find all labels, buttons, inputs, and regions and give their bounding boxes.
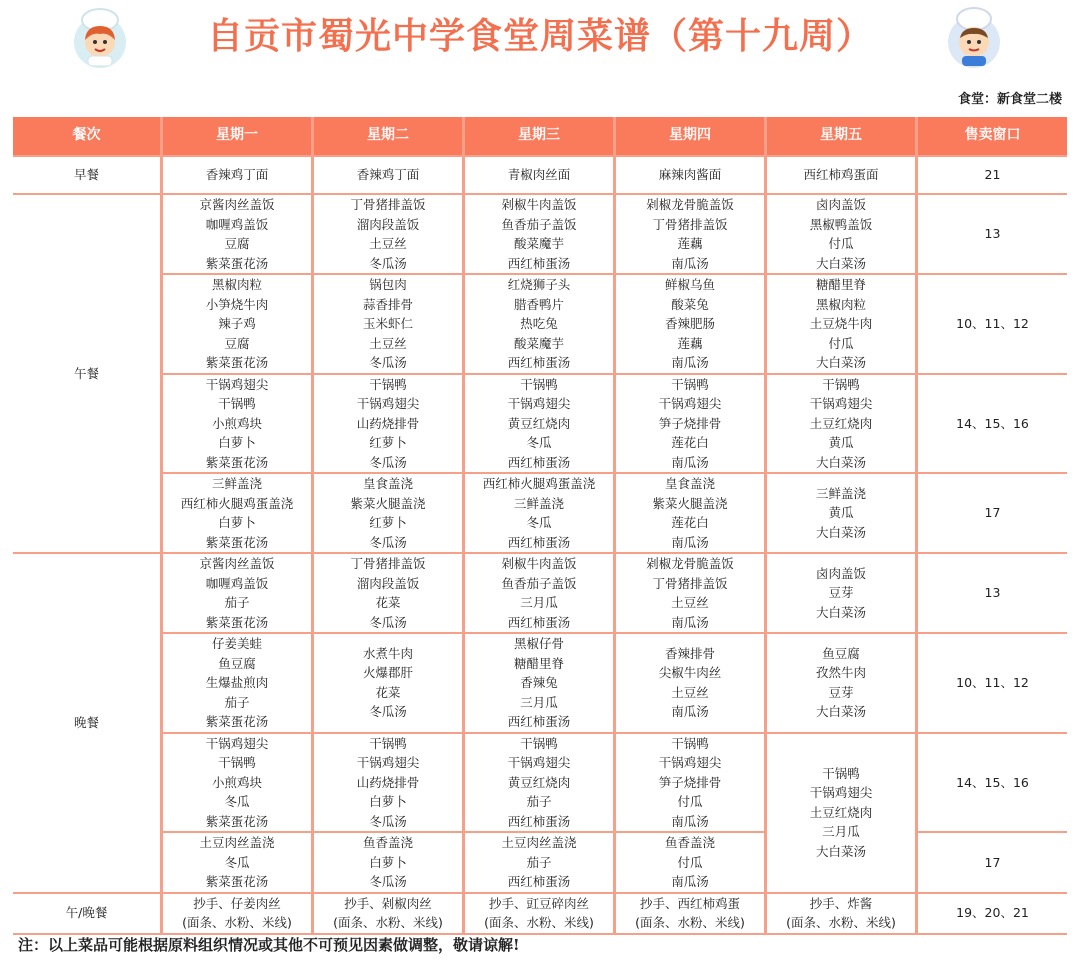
dinner-wednesday: [465, 634, 616, 734]
lunch-monday: [163, 375, 314, 475]
dinner-thursday: [616, 833, 767, 894]
dish-item: 南瓜汤: [671, 255, 709, 271]
lunch-thursday: [616, 474, 767, 554]
dish-item: 溜肉段盖饭: [356, 575, 420, 591]
dish-item: 黑椒仔骨: [513, 636, 564, 651]
dish-item: 酸菜魔芋: [513, 236, 564, 251]
window-number: 21: [918, 157, 1067, 195]
dish-item: 玉米虾仁: [362, 316, 413, 331]
lunch-friday: [767, 195, 918, 275]
dish-item: 鱼香茄子盖饭: [501, 216, 577, 232]
window-number: 19、20、21: [918, 894, 1067, 935]
dish-item: (面条、水粉、米线): [182, 915, 292, 930]
dish-item: 干锅鸭: [218, 755, 256, 770]
dinner-tuesday: [314, 734, 465, 834]
meal-label: 晚餐: [13, 554, 163, 894]
dish-item: 卤肉盖饭: [815, 565, 866, 581]
dish-item: 茄子: [224, 694, 250, 710]
dish-item: 干锅鸭: [822, 765, 860, 781]
dish-item: 三月瓜: [822, 824, 860, 840]
window-number: 17: [918, 474, 1067, 554]
dish-item: 豆芽: [828, 684, 854, 700]
dish-item: 丁骨猪排盖饭: [350, 197, 426, 212]
breakfast-tuesday: 香辣鸡丁面: [314, 157, 465, 195]
dish-item: 丁骨猪排盖饭: [652, 575, 728, 591]
dish-item: 莲藕: [677, 335, 703, 351]
dish-item: 酸菜魔芋: [513, 335, 564, 351]
window-number: 13: [918, 195, 1067, 275]
dish-item: 冬瓜汤: [369, 704, 407, 720]
dish-item: 剁椒牛肉盖饭: [501, 197, 577, 212]
dish-item: 冬瓜汤: [369, 614, 407, 630]
dish-item: 付瓜: [828, 236, 854, 251]
dish-item: 抄手、西红柿鸡蛋: [639, 895, 740, 911]
dish-item: 黑椒肉粒: [815, 296, 866, 312]
dish-item: 孜然牛肉: [815, 665, 866, 681]
dish-item: (面条、水粉、米线): [635, 915, 745, 930]
breakfast-wednesday: 青椒肉丝面: [465, 157, 616, 195]
dish-item: 付瓜: [677, 854, 703, 870]
dish-item: 南瓜汤: [671, 614, 709, 630]
dish-item: 付瓜: [677, 794, 703, 809]
dish-item: 皇食盖浇: [664, 476, 715, 491]
dish-item: 冬瓜汤: [369, 355, 407, 370]
dish-item: 大白菜汤: [815, 355, 866, 370]
dish-item: 干锅鸭: [520, 735, 558, 751]
dinner-tuesday: [314, 833, 465, 894]
dish-item: 红萝卜: [369, 515, 407, 530]
lunch-tuesday: [314, 474, 465, 554]
dish-item: (面条、水粉、米线): [484, 915, 594, 930]
dish-item: 冬瓜: [224, 854, 250, 870]
dish-item: 腊香鸭片: [513, 296, 564, 312]
dish-item: 豆芽: [828, 585, 854, 601]
dish-item: 干锅鸭: [369, 735, 407, 751]
dish-item: 小煎鸡块: [211, 774, 262, 790]
header-thursday: 星期四: [616, 117, 767, 157]
dish-item: 茄子: [224, 595, 250, 610]
dish-item: 土豆丝: [369, 335, 407, 351]
dish-item: 大白菜汤: [815, 704, 866, 720]
window-number: 10、11、12: [918, 275, 1067, 375]
dish-item: 香辣兔: [520, 675, 558, 690]
dish-item: 冬瓜: [526, 515, 552, 530]
header-wednesday: 星期三: [465, 117, 616, 157]
dish-item: 冬瓜汤: [369, 255, 407, 271]
footer-note: 注：以上菜品可能根据原料组织情况或其他不可预见因素做调整，敬请谅解!: [18, 936, 520, 954]
dish-item: 鱼香茄子盖饭: [501, 575, 577, 591]
dish-item: 干锅鸡翅尖: [205, 735, 269, 751]
dish-item: 蒜香排骨: [362, 296, 413, 312]
dish-item: 南瓜汤: [671, 813, 709, 829]
dish-item: 抄手、炸酱: [809, 895, 873, 911]
lunch-friday: [767, 474, 918, 554]
lunch-wednesday: [465, 474, 616, 554]
lunch-tuesday: [314, 195, 465, 275]
dish-item: 山药烧排骨: [356, 774, 420, 790]
dish-item: 冬瓜汤: [369, 874, 407, 889]
dish-item: 剁椒牛肉盖饭: [501, 556, 577, 571]
dish-item: 西红柿蛋汤: [507, 874, 571, 889]
dinner-row: [13, 734, 1067, 834]
lunch-monday: [163, 275, 314, 375]
window-number: 13: [918, 554, 1067, 634]
lunch-row: [13, 474, 1067, 554]
snack-row: [13, 894, 1067, 935]
dish-item: 溜肉段盖饭: [356, 216, 420, 232]
dish-item: 鱼香盖浇: [362, 835, 413, 850]
dish-item: 辣子鸡: [218, 316, 256, 331]
dinner-thursday: [616, 634, 767, 734]
header-tuesday: 星期二: [314, 117, 465, 157]
dish-item: 土豆烧牛肉: [809, 316, 873, 331]
dish-item: 大白菜汤: [815, 454, 866, 470]
dinner-friday: [767, 634, 918, 734]
dish-item: 紫菜蛋花汤: [205, 454, 269, 470]
dish-item: 鱼香盖浇: [664, 835, 715, 850]
dish-item: 西红柿火腿鸡蛋盖浇: [482, 476, 596, 491]
dinner-thursday: [616, 734, 767, 834]
dish-item: 南瓜汤: [671, 704, 709, 720]
dish-item: 白萝卜: [369, 854, 407, 870]
dish-item: 黄豆红烧肉: [507, 774, 571, 790]
lunch-friday: [767, 275, 918, 375]
dish-item: 鱼豆腐: [218, 655, 256, 671]
dish-item: 黑椒肉粒: [211, 277, 262, 292]
dish-item: 冬瓜汤: [369, 534, 407, 550]
dish-item: 抄手、剁椒肉丝: [344, 895, 432, 911]
dish-item: 干锅鸭: [369, 376, 407, 392]
dish-item: 干锅鸭: [671, 376, 709, 392]
meal-label: 早餐: [13, 157, 163, 195]
dish-item: 水煮牛肉: [362, 645, 413, 661]
dish-item: 三鲜盖浇: [211, 476, 262, 491]
dish-item: 干锅鸭: [822, 376, 860, 392]
dish-item: 仔姜美蛙: [211, 636, 262, 651]
dish-item: 紫菜火腿盖浇: [350, 495, 426, 511]
dish-item: 付瓜: [828, 335, 854, 351]
dish-item: 西红柿蛋汤: [507, 714, 571, 729]
dish-item: 三月瓜: [520, 595, 558, 610]
dish-item: 丁骨猪排盖饭: [652, 216, 728, 232]
dish-item: 咖喱鸡盖饭: [205, 216, 269, 232]
lunch-thursday: [616, 195, 767, 275]
dish-item: 西红柿蛋汤: [507, 614, 571, 630]
dish-item: 剁椒龙骨脆盖饭: [646, 197, 734, 212]
dish-item: 土豆红烧肉: [809, 415, 873, 431]
dish-item: 酸菜兔: [671, 296, 709, 312]
dish-item: 茄子: [526, 854, 552, 870]
dish-item: 小笋烧牛肉: [205, 296, 269, 312]
dish-item: 冬瓜: [526, 435, 552, 450]
dish-item: 西红柿蛋汤: [507, 813, 571, 829]
dish-item: 皇食盖浇: [362, 476, 413, 491]
dish-item: 南瓜汤: [671, 874, 709, 889]
dish-item: 小煎鸡块: [211, 415, 262, 431]
dish-item: 红烧狮子头: [507, 277, 571, 292]
dish-item: 干锅鸡翅尖: [809, 785, 873, 801]
page-title: 自贡市蜀光中学食堂周菜谱（第十九周）: [206, 16, 873, 57]
dish-item: 豆腐: [224, 335, 250, 351]
dish-item: 笋子烧排骨: [658, 415, 722, 431]
dish-item: 卤肉盖饭: [815, 197, 866, 212]
dish-item: 京酱肉丝盖饭: [199, 556, 275, 571]
dish-item: 白萝卜: [369, 794, 407, 809]
dinner-tuesday: [314, 554, 465, 634]
breakfast-friday: 西红柿鸡蛋面: [767, 157, 918, 195]
dish-item: 冬瓜: [224, 794, 250, 809]
lunch-wednesday: [465, 195, 616, 275]
dish-item: 鲜椒乌鱼: [664, 277, 715, 292]
dish-item: 莲花白: [671, 515, 709, 530]
dish-item: 黑椒鸭盖饭: [809, 216, 873, 232]
dish-item: 三鲜盖浇: [513, 495, 564, 511]
dish-item: 西红柿火腿鸡蛋盖浇: [180, 495, 294, 511]
dinner-thursday: [616, 554, 767, 634]
dish-item: 笋子烧排骨: [658, 774, 722, 790]
dinner-monday: [163, 833, 314, 894]
dish-item: 三鲜盖浇: [815, 485, 866, 501]
breakfast-thursday: 麻辣肉酱面: [616, 157, 767, 195]
header-window: 售卖窗口: [918, 117, 1067, 157]
dish-item: 咖喱鸡盖饭: [205, 575, 269, 591]
dinner-friday: [767, 734, 918, 894]
dish-item: 干锅鸡翅尖: [507, 396, 571, 411]
dish-item: 干锅鸡翅尖: [507, 755, 571, 770]
dish-item: 豆腐: [224, 236, 250, 251]
window-number: 14、15、16: [918, 375, 1067, 475]
canteen-location: 食堂：新食堂二楼: [957, 92, 1062, 107]
dish-item: 黄瓜: [828, 505, 854, 521]
dish-item: 黄豆红烧肉: [507, 415, 571, 431]
dish-item: 生爆盐煎肉: [205, 675, 269, 690]
dish-item: 山药烧排骨: [356, 415, 420, 431]
dish-item: 紫菜蛋花汤: [205, 255, 269, 271]
dish-item: 干锅鸡翅尖: [658, 396, 722, 411]
dish-item: 干锅鸭: [520, 376, 558, 392]
breakfast-monday: 香辣鸡丁面: [163, 157, 314, 195]
dish-item: 大白菜汤: [815, 524, 866, 540]
dish-item: 紫菜蛋花汤: [205, 874, 269, 889]
header-friday: 星期五: [767, 117, 918, 157]
dish-item: 紫菜蛋花汤: [205, 355, 269, 370]
dinner-row: [13, 554, 1067, 634]
dish-item: 南瓜汤: [671, 454, 709, 470]
dish-item: 鱼豆腐: [822, 645, 860, 661]
dish-item: 大白菜汤: [815, 843, 866, 859]
dish-item: 白萝卜: [218, 435, 256, 450]
dish-item: 冬瓜汤: [369, 454, 407, 470]
snack-friday: [767, 894, 918, 935]
lunch-wednesday: [465, 375, 616, 475]
lunch-row: [13, 375, 1067, 475]
lunch-thursday: [616, 375, 767, 475]
dish-item: 西红柿蛋汤: [507, 534, 571, 550]
page-header: [0, 0, 1080, 80]
dish-item: 西红柿蛋汤: [507, 355, 571, 370]
dinner-friday: [767, 554, 918, 634]
dish-item: 锅包肉: [369, 277, 407, 292]
dish-item: 糖醋里脊: [815, 277, 866, 292]
header-meal: 餐次: [13, 117, 163, 157]
dish-item: 冬瓜汤: [369, 813, 407, 829]
window-number: 14、15、16: [918, 734, 1067, 834]
dish-item: 土豆丝: [671, 684, 709, 700]
dinner-row: [13, 634, 1067, 734]
lunch-thursday: [616, 275, 767, 375]
dish-item: 尖椒牛肉丝: [658, 665, 722, 681]
dish-item: 三月瓜: [520, 694, 558, 710]
dinner-monday: [163, 554, 314, 634]
dish-item: 干锅鸡翅尖: [356, 396, 420, 411]
window-number: 17: [918, 833, 1067, 894]
dish-item: 花菜: [375, 595, 401, 610]
header-row: [13, 117, 1067, 157]
breakfast-row: [13, 157, 1067, 195]
dish-item: 糖醋里脊: [513, 655, 564, 671]
header-monday: 星期一: [163, 117, 314, 157]
dish-item: 火爆郡肝: [362, 665, 413, 681]
lunch-tuesday: [314, 275, 465, 375]
dish-item: 土豆红烧肉: [809, 804, 873, 820]
meal-label: 午餐: [13, 195, 163, 554]
dish-item: 紫菜火腿盖浇: [652, 495, 728, 511]
dish-item: 黄瓜: [828, 435, 854, 450]
dish-item: 丁骨猪排盖饭: [350, 556, 426, 571]
dish-item: 抄手、豇豆碎肉丝: [488, 895, 589, 911]
snack-tuesday: [314, 894, 465, 935]
dish-item: 大白菜汤: [815, 255, 866, 271]
dish-item: 莲花白: [671, 435, 709, 450]
dish-item: 干锅鸡翅尖: [658, 755, 722, 770]
dinner-monday: [163, 734, 314, 834]
lunch-monday: [163, 474, 314, 554]
snack-thursday: [616, 894, 767, 935]
dish-item: 干锅鸡翅尖: [205, 376, 269, 392]
dish-item: (面条、水粉、米线): [786, 915, 896, 930]
dish-item: 香辣肥肠: [664, 316, 715, 331]
dish-item: 紫菜蛋花汤: [205, 714, 269, 729]
dish-item: 茄子: [526, 794, 552, 809]
dish-item: 剁椒龙骨脆盖饭: [646, 556, 734, 571]
dinner-monday: [163, 634, 314, 734]
dish-item: 抄手、仔姜肉丝: [193, 895, 281, 911]
dish-item: 干锅鸭: [218, 396, 256, 411]
dish-item: 紫菜蛋花汤: [205, 813, 269, 829]
weekly-menu-table: [13, 117, 1067, 935]
lunch-monday: [163, 195, 314, 275]
dish-item: 红萝卜: [369, 435, 407, 450]
dish-item: 土豆丝: [369, 236, 407, 251]
dish-item: 花菜: [375, 684, 401, 700]
dinner-tuesday: [314, 634, 465, 734]
window-number: 10、11、12: [918, 634, 1067, 734]
lunch-friday: [767, 375, 918, 475]
dish-item: 热吃兔: [520, 316, 558, 331]
dish-item: 大白菜汤: [815, 604, 866, 620]
dish-item: 土豆丝: [671, 595, 709, 610]
dish-item: 西红柿蛋汤: [507, 454, 571, 470]
dish-item: 干锅鸡翅尖: [356, 755, 420, 770]
dish-item: 土豆肉丝盖浇: [501, 835, 577, 850]
lunch-row: [13, 275, 1067, 375]
dinner-wednesday: [465, 734, 616, 834]
snack-monday: [163, 894, 314, 935]
chef-boy-mascot-icon: [940, 4, 1008, 72]
dinner-wednesday: [465, 554, 616, 634]
meal-label: 午/晚餐: [13, 894, 163, 935]
dish-item: 香辣排骨: [664, 645, 715, 661]
lunch-tuesday: [314, 375, 465, 475]
dish-item: 干锅鸭: [671, 735, 709, 751]
dish-item: 南瓜汤: [671, 355, 709, 370]
dish-item: 西红柿蛋汤: [507, 255, 571, 271]
dinner-wednesday: [465, 833, 616, 894]
lunch-wednesday: [465, 275, 616, 375]
snack-wednesday: [465, 894, 616, 935]
dish-item: 紫菜蛋花汤: [205, 614, 269, 630]
dish-item: 干锅鸡翅尖: [809, 396, 873, 411]
dish-item: 南瓜汤: [671, 534, 709, 550]
lunch-row: [13, 195, 1067, 275]
dish-item: 白萝卜: [218, 515, 256, 530]
dish-item: (面条、水粉、米线): [333, 915, 443, 930]
dish-item: 紫菜蛋花汤: [205, 534, 269, 550]
dish-item: 莲藕: [677, 236, 703, 251]
dish-item: 京酱肉丝盖饭: [199, 197, 275, 212]
dish-item: 土豆肉丝盖浇: [199, 835, 275, 850]
